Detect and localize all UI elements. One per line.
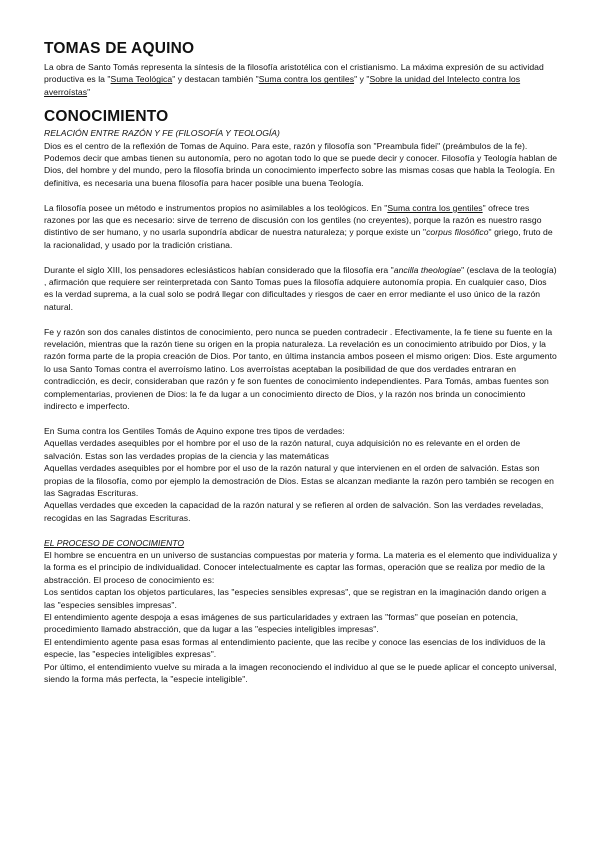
intro-text: La obra de Santo Tomás representa la síntesis de la filosofía aristotélica con el cristianismo. La máxima expresión de su actividad productiva es la " xyxy=(44,62,544,85)
paragraph-line: El entendimiento agente pasa esas formas al entendimiento paciente, que las recibe y conoce las esencias de los individuos de la especie, las "especies inteligibles expresas". xyxy=(44,636,546,660)
paragraph xyxy=(44,264,558,314)
paragraph: Dios es el centro de la reflexión de Tomas de Aquino. Para este, razón y filosofía son "Preambula fidei" (preámbulos de la fe). Podemos decir que ambas tienen su autonomía, pero no agotan todo lo que se puede decir y conocer. Filosofía y Teología hablan de Dios, del hombre y del mundo, pero la filosofía brinda un conocimiento imperfecto sobre las mismas cosas que habla la Teología. En definitiva, es necesaria una buena filosofía para hacer posible una buena Teología. xyxy=(44,140,558,188)
text: La filosofía posee un método e instrumentos propios no asimilables a los teológicos. En " xyxy=(44,202,388,213)
section-heading: CONOCIMIENTO xyxy=(44,108,169,126)
paragraph-line: Por último, el entendimiento vuelve su mirada a la imagen reconociendo el individuo al que se le puede aplicar el concepto universal, siendo la forma más perfecta, la "especie inteligible". xyxy=(44,661,557,685)
paragraph-line: El entendimiento agente despoja a esas imágenes de sus particularidades y extraen las "formas" que poseían en potencia, procedimiento llamado abstracción, que da lugar a las "especies inteligibles impresas". xyxy=(44,611,519,635)
intro-paragraph xyxy=(44,61,558,98)
intro-text: " y destacan también " xyxy=(172,74,259,85)
paragraph-line: Los sentidos captan los objetos particulares, las "especies sensibles expresas", que se registran en la imaginación dando origen a las "especies sensibles impresas". xyxy=(44,587,547,610)
italic-text: corpus filosófico xyxy=(426,227,489,238)
subheading-proceso: EL PROCESO DE CONOCIMIENTO xyxy=(44,537,185,548)
paragraph-line: Aquellas verdades que exceden la capacidad de la razón natural y se refieren al orden de salvación. Son las verdades reveladas, recogidas en las Sagradas Escrituras. xyxy=(44,500,544,523)
paragraph-line: En Suma contra los Gentiles Tomás de Aquino expone tres tipos de verdades: xyxy=(44,425,345,436)
intro-text: " xyxy=(87,86,91,97)
link-suma-contra-gentiles[interactable]: Suma contra los gentiles xyxy=(258,74,355,85)
paragraph-line: El hombre se encuentra en un universo de sustancias compuestas por materia y forma. La materia es el elemento que individualiza y la forma es el principio de individualidad. Conocer intelectualmente es captar las formas, operación que se realiza por medio de la abstracción. El proceso de conocimiento es: xyxy=(44,549,558,585)
text: " (esclava de la teología) , afirmación que requiere ser reinterpretada con Santo Tomas pues la filosofía adquiere autonomía propia. En cualquier caso, Dios es la verdad suprema, a la cual solo se podrá llegar con dificultades y riesgos de caer en error mediante el uso único de la razón natural. xyxy=(44,264,557,312)
text: " griego, fruto de la racionalidad, y usado por la tradición cristiana. xyxy=(44,227,553,250)
link-unidad-intelecto[interactable]: Sobre la unidad del Intelecto contra los averroístas xyxy=(44,74,521,97)
page-title: TOMAS DE AQUINO xyxy=(44,40,195,57)
paragraph xyxy=(44,202,558,252)
text: Durante el siglo XIII, los pensadores eclesiásticos habían considerado que la filosofía era " xyxy=(44,264,394,275)
italic-text: ancilla theologiae xyxy=(393,264,462,275)
paragraph-line: Aquellas verdades asequibles por el hombre por el uso de la razón natural, cuya adquisición no es relevante en el orden de salvación. Estas son las verdades propias de la ciencia y las matemáticas xyxy=(44,438,521,461)
link-suma-teologica[interactable]: Suma Teológica xyxy=(110,74,173,85)
text: " ofrece tres razones por las que es necesario: sirve de terreno de discusión con los gentiles (no creyentes), porque la razón es nuestro rasgo distintivo de ser humano, y no usarla supondría abdicar de nuestra naturaleza; y porque existe un " xyxy=(44,202,542,238)
subheading-razon-fe: RELACIÓN ENTRE RAZÓN Y FE (FILOSOFÍA Y TEOLOGÍA) xyxy=(44,128,280,139)
paragraph-line: Aquellas verdades asequibles por el hombre por el uso de la razón natural y que intervienen en el orden de salvación. Estas son propias de la filosofía, como por ejemplo la demostración de Dios. Estas se alcanzan mediante la razón pero también se recogen en las Sagradas Escrituras. xyxy=(44,463,554,498)
document-page xyxy=(44,40,558,685)
paragraph: Fe y razón son dos canales distintos de conocimiento, pero nunca se pueden contradecir . Efectivamente, la fe tiene su fuente en la revelación, mientras que la razón tiene su origen en la propia naturaleza. La revelación es un conocimiento atribuido por Dios, y la razón forma parte de la propia creación de Dios. Por tanto, en última instancia ambos poseen el mismo origen: Dios. Este argumento lo usa Santo Tomas contra el averroísmo latino. Los averroístas aceptaban la posibilidad de que dos verdades entraran en contradicción, es decir, consideraban que razón y fe son fuentes de conocimiento independientes. Para Tomás, ambas fuentes son complementarias, provienen de Dios: la fe da lugar a un conocimiento directo de Dios, y la razón nos brinda un conocimiento indirecto e imperfecto. xyxy=(44,326,557,412)
intro-text: " y " xyxy=(354,74,370,85)
link-suma-contra-gentiles[interactable]: Suma contra los gentiles xyxy=(387,202,483,213)
